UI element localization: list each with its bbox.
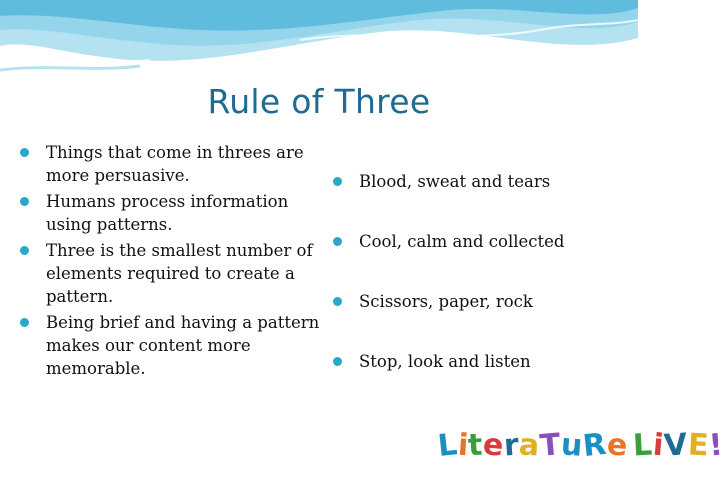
bullet-text: Three is the smallest number of elements required to create a pattern. [46, 241, 313, 306]
bullet-text: Humans process information using patterns. [46, 192, 289, 234]
bullet-icon [333, 237, 342, 246]
bullet-text: Blood, sweat and tears [359, 172, 551, 191]
slide-title: Rule of Three [207, 82, 431, 121]
bullet-icon [20, 197, 29, 206]
bullet-text: Stop, look and listen [359, 352, 531, 371]
literature-live-logo: LiteraTuRe LiVE! [436, 426, 724, 465]
list-item [325, 350, 625, 373]
list-item [12, 239, 322, 308]
bullet-text: Being brief and having a pattern makes our content more memorable. [46, 313, 320, 378]
bullet-icon [333, 177, 342, 186]
bullet-icon [20, 246, 29, 255]
list-item [12, 141, 322, 187]
left-bullet-list [12, 141, 322, 383]
bullet-text: Things that come in threes are more persuasive. [46, 143, 304, 185]
bullet-icon [20, 148, 29, 157]
bullet-icon [333, 297, 342, 306]
list-item [12, 311, 322, 380]
bullet-icon [20, 318, 29, 327]
right-bullet-list [325, 170, 625, 410]
bullet-text: Scissors, paper, rock [359, 292, 533, 311]
list-item [325, 230, 625, 253]
bullet-text: Cool, calm and collected [359, 232, 565, 251]
list-item [325, 290, 625, 313]
list-item [12, 190, 322, 236]
list-item [325, 170, 625, 193]
bullet-icon [333, 357, 342, 366]
header-waves-decoration [0, 0, 638, 80]
